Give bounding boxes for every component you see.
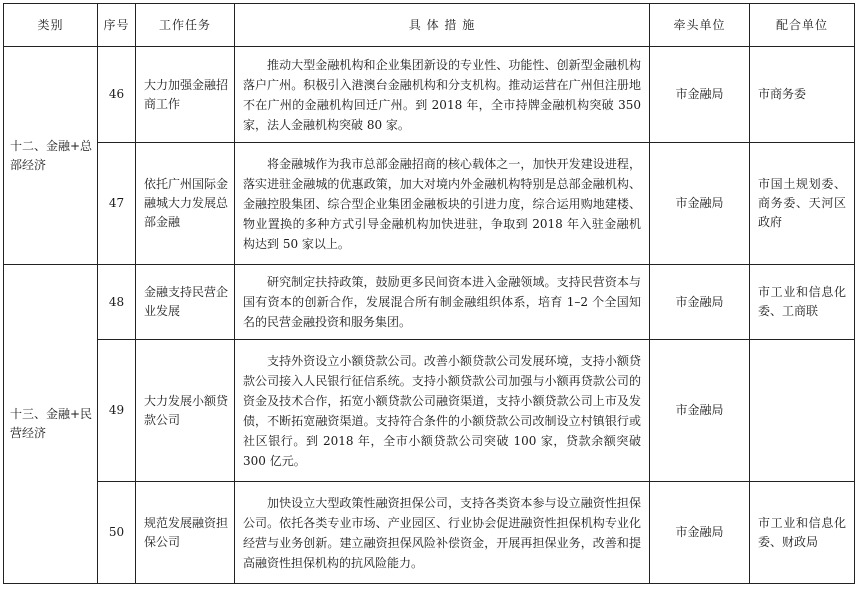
cooperate-unit-cell: 市工业和信息化委、工商联 xyxy=(750,265,855,340)
category-cell: 十三、金融+民营经济 xyxy=(4,265,98,584)
header-row xyxy=(4,4,855,47)
measures-cell xyxy=(235,265,650,340)
cooperate-unit-cell: 市国土规划委、商务委、天河区政府 xyxy=(750,143,855,265)
measures-cell xyxy=(235,340,650,482)
category-cell: 十二、金融+总部经济 xyxy=(4,47,98,265)
task-cell: 规范发展融资担保公司 xyxy=(136,482,235,584)
task-cell: 金融支持民营企业发展 xyxy=(136,265,235,340)
row-number: 47 xyxy=(98,143,136,265)
measures-cell xyxy=(235,482,650,584)
measures-table xyxy=(3,3,855,584)
measures-text: 将金融城作为我市总部金融招商的核心载体之一，加快开发建设进程，落实进驻金融城的优惠政策，加大对境内外金融机构特别是总部金融机构、金融控股集团、综合型企业集团金融板块的引进力度，综合运用购地建楼、物业置换的多种方式引导金融机构加快进驻，争取到 2018 年入驻金融机构达到 50 家以上。 xyxy=(243,156,641,251)
lead-unit-cell: 市金融局 xyxy=(650,143,750,265)
row-number: 46 xyxy=(98,47,136,143)
lead-unit-cell: 市金融局 xyxy=(650,340,750,482)
cooperate-unit-cell: 市商务委 xyxy=(750,47,855,143)
row-number: 50 xyxy=(98,482,136,584)
table-row xyxy=(4,340,855,482)
measures-cell xyxy=(235,47,650,143)
row-number: 48 xyxy=(98,265,136,340)
lead-unit-cell: 市金融局 xyxy=(650,482,750,584)
header-cooperate: 配合单位 xyxy=(750,4,855,47)
table-row xyxy=(4,143,855,265)
header-measures: 具 体 措 施 xyxy=(235,4,650,47)
measures-text: 加快设立大型政策性融资担保公司，支持各类资本参与设立融资性担保公司。依托各类专业市场、产业园区、行业协会促进融资性担保机构专业化经营与业务创新。建立融资担保风险补偿资金，开展再担保业务，改善和提高融资性担保机构的抗风险能力。 xyxy=(243,495,641,570)
cooperate-unit-cell xyxy=(750,340,855,482)
task-cell: 大力发展小额贷款公司 xyxy=(136,340,235,482)
measures-text: 支持外资设立小额贷款公司。改善小额贷款公司发展环境，支持小额贷款公司接入人民银行征信系统。支持小额贷款公司加强与小额再贷款公司的资金及技术合作，拓宽小额贷款公司融资渠道，支持小额贷款公司上市及发债，不断拓宽融资渠道。支持符合条件的小额贷款公司改制设立村镇银行或社区银行。到 2018 年，全市小额贷款公司突破 100 家，贷款余额突破 300 亿元。 xyxy=(243,353,641,468)
lead-unit-cell: 市金融局 xyxy=(650,47,750,143)
cooperate-unit-cell: 市工业和信息化委、财政局 xyxy=(750,482,855,584)
task-cell: 依托广州国际金融城大力发展总部金融 xyxy=(136,143,235,265)
header-category: 类别 xyxy=(4,4,98,47)
table-row xyxy=(4,265,855,340)
lead-unit-cell: 市金融局 xyxy=(650,265,750,340)
row-number: 49 xyxy=(98,340,136,482)
task-cell: 大力加强金融招商工作 xyxy=(136,47,235,143)
measures-text: 推动大型金融机构和企业集团新设的专业性、功能性、创新型金融机构落户广州。积极引入港澳台金融机构和分支机构。推动运营在广州但注册地不在广州的金融机构回迁广州。到 2018 年，全市持牌金融机构突破 350 家，法人金融机构突破 80 家。 xyxy=(243,57,641,132)
header-no: 序号 xyxy=(98,4,136,47)
header-lead: 牵头单位 xyxy=(650,4,750,47)
header-task: 工作任务 xyxy=(136,4,235,47)
table-row xyxy=(4,482,855,584)
measures-text: 研究制定扶持政策，鼓励更多民间资本进入金融领域。支持民营资本与国有资本的创新合作，发展混合所有制金融组织体系，培育 1–2 个全国知名的民营金融投资和服务集团。 xyxy=(243,275,641,329)
table-row xyxy=(4,47,855,143)
measures-cell xyxy=(235,143,650,265)
